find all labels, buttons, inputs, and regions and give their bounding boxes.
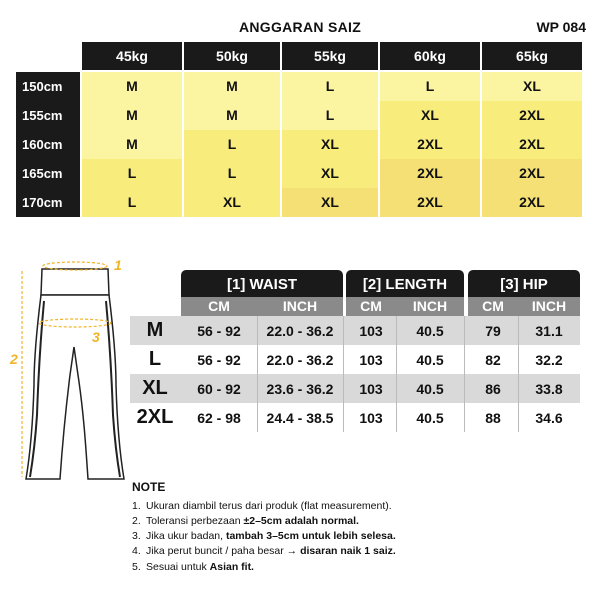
weight-column-header: 55kg (282, 42, 378, 70)
measurement-value: 60 - 92 (197, 381, 241, 397)
size-cell: L (282, 101, 378, 130)
size-cell: XL (380, 101, 480, 130)
height-row-label: 160cm (16, 130, 80, 159)
size-cell: 2XL (482, 188, 582, 217)
column-divider (518, 316, 519, 432)
group-header: [1] WAIST (181, 270, 343, 297)
height-row-label: 150cm (16, 72, 80, 101)
measurement-value: 33.8 (535, 381, 563, 397)
measurement-value: 22.0 - 36.2 (266, 352, 334, 368)
note-text: Toleransi perbezaan (146, 515, 244, 527)
size-label: XL (142, 377, 168, 399)
size-cell: 2XL (482, 130, 582, 159)
size-cell: L (82, 188, 182, 217)
unit-header: CM (346, 297, 396, 316)
height-row-label: 155cm (16, 101, 80, 130)
chart-title: ANGGARAN SAIZ (238, 19, 362, 35)
group-header: [2] LENGTH (346, 270, 464, 297)
measurement-value: 56 - 92 (197, 323, 241, 339)
note-item (132, 545, 396, 557)
measurement-value: 56 - 92 (197, 352, 241, 368)
size-cell: L (380, 72, 480, 101)
size-cell: XL (282, 188, 378, 217)
note-text: Ukuran diambil terus dari produk (flat measurement). (146, 500, 392, 512)
note-number: 2. (132, 515, 141, 527)
measurement-value: 24.4 - 38.5 (266, 410, 334, 426)
measurement-value: 40.5 (416, 323, 444, 339)
measurement-value: 82 (485, 352, 501, 368)
unit-header: CM (468, 297, 518, 316)
measurement-value: 40.5 (416, 381, 444, 397)
note-text: Jika perut buncit / paha besar → (146, 545, 301, 557)
note-text: Sesuai untuk (146, 561, 210, 573)
height-row-label: 165cm (16, 159, 80, 188)
height-row-label: 170cm (16, 188, 80, 217)
length-marker-label: 2 (10, 351, 18, 367)
measurement-value: 79 (485, 323, 501, 339)
size-label: 2XL (136, 406, 174, 428)
measurement-value: 23.6 - 36.2 (266, 381, 334, 397)
unit-header: INCH (396, 297, 464, 316)
weight-column-header: 50kg (184, 42, 280, 70)
measurement-value: 103 (359, 410, 383, 426)
measurement-value: 103 (359, 381, 383, 397)
size-cell: L (184, 159, 280, 188)
note-number: 4. (132, 545, 141, 557)
note-item (132, 561, 254, 573)
column-divider (257, 316, 258, 432)
note-emphasis: tambah 3–5cm untuk lebih selesa. (225, 530, 396, 542)
note-number: 3. (132, 530, 141, 542)
measurement-value: 31.1 (535, 323, 563, 339)
size-cell: L (82, 159, 182, 188)
size-cell: M (82, 101, 182, 130)
size-cell: M (82, 130, 182, 159)
unit-header: INCH (257, 297, 343, 316)
waist-marker-label: 1 (114, 257, 122, 273)
measurement-value: 103 (359, 323, 383, 339)
size-cell: XL (282, 159, 378, 188)
size-label: L (148, 348, 162, 370)
size-cell: M (184, 101, 280, 130)
weight-column-header: 45kg (82, 42, 182, 70)
note-emphasis: ±2–5cm adalah normal. (243, 515, 359, 527)
column-divider (343, 316, 344, 432)
size-cell: 2XL (380, 159, 480, 188)
measurement-value: 103 (359, 352, 383, 368)
measurement-value: 34.6 (535, 410, 563, 426)
note-emphasis: Asian fit. (209, 561, 254, 573)
column-divider (464, 316, 465, 432)
size-cell: 2XL (380, 130, 480, 159)
measurement-value: 88 (485, 410, 501, 426)
measurement-value: 86 (485, 381, 501, 397)
measurement-value: 62 - 98 (197, 410, 241, 426)
measurement-value: 22.0 - 36.2 (266, 323, 334, 339)
size-cell: L (282, 72, 378, 101)
weight-column-header: 65kg (482, 42, 582, 70)
weight-column-header: 60kg (380, 42, 480, 70)
note-item (132, 530, 396, 542)
note-number: 5. (132, 561, 141, 573)
notes-title: NOTE (132, 480, 166, 494)
size-cell: XL (482, 72, 582, 101)
size-cell: M (184, 72, 280, 101)
column-divider (396, 316, 397, 432)
unit-header: INCH (518, 297, 580, 316)
unit-header: CM (181, 297, 257, 316)
size-cell: 2XL (482, 101, 582, 130)
size-label: M (146, 319, 164, 341)
size-cell: 2XL (482, 159, 582, 188)
size-cell: 2XL (380, 188, 480, 217)
size-cell: XL (184, 188, 280, 217)
note-number: 1. (132, 500, 141, 512)
hip-marker-label: 3 (92, 329, 100, 345)
measurement-value: 40.5 (416, 410, 444, 426)
size-cell: L (184, 130, 280, 159)
leggings-illustration (8, 255, 128, 485)
size-cell: XL (282, 130, 378, 159)
note-text: Jika ukur badan, (146, 530, 226, 542)
note-item (132, 500, 392, 512)
note-item (132, 515, 359, 527)
group-header: [3] HIP (468, 270, 580, 297)
size-cell: M (82, 72, 182, 101)
product-code: WP 084 (536, 19, 586, 35)
note-emphasis: disaran naik 1 saiz. (300, 545, 396, 557)
measurement-value: 40.5 (416, 352, 444, 368)
measurement-value: 32.2 (535, 352, 563, 368)
